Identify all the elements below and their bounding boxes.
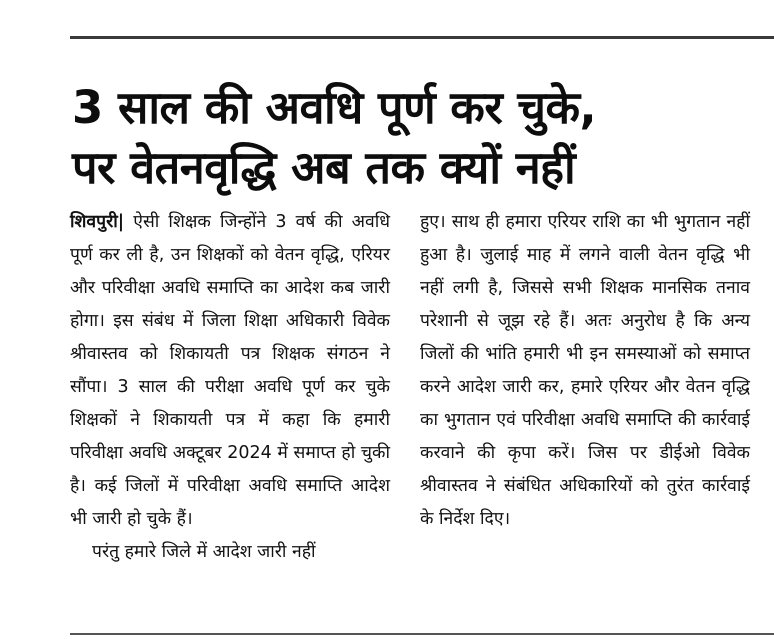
headline-line-2: पर वेतनवृद्धि अब तक क्यों नहीं [72,141,576,194]
bottom-rule [70,633,774,635]
article-paragraph: परंतु हमारे जिले में आदेश जारी नहीं [92,542,316,562]
paragraph-text: ऐसी शिक्षक जिन्होंने 3 वर्ष की अवधि पूर्ण कर ली है, उन शिक्षकों को वेतन वृद्धि, एरियर और परिवीक्षा अवधि समाप्ति का आदेश कब जारी होगा। इस संबंध में जिला शिक्षा अधिकारी विवेक श्रीवास्तव को शिकायती पत्र शिक्षक संगठन ने सौंपा। 3 साल की परीक्षा अवधि पूर्ण कर चुके शिक्षकों ने शिकायती पत्र में कहा कि हमारी परिवीक्षा अवधि अक्टूबर 2024 में समाप्त हो चुकी है। कई जिलों में परिवीक्षा अवधि समाप्ति आदेश भी जारी हो चुके हैं। [70,212,390,529]
headline [72,78,772,198]
headline-line-1: 3 साल की अवधि पूर्ण कर चुके, [72,81,597,134]
article-paragraph [70,206,390,536]
top-rule [70,36,774,39]
article-paragraph: हुए। साथ ही हमारा एरियर राशि का भी भुगतान नहीं हुआ है। जुलाई माह में लगने वाली वेतन वृद्धि भी नहीं लगी है, जिससे सभी शिक्षक मानसिक तनाव परेशानी से जूझ रहे हैं। अतः अनुरोध है कि अन्य जिलों की भांति हमारी भी इन समस्याओं को समाप्त करने आदेश जारी कर, हमारे एरियर और वेतन वृद्धि का भुगतान एवं परिवीक्षा अवधि समाप्ति की कार्रवाई करवाने की कृपा करें। जिस पर डीईओ विवेक श्रीवास्तव ने संबंधित अधिकारियों को तुरंत कार्रवाई के निर्देश दिए। [420,212,750,529]
article-column-left [70,206,390,569]
dateline: शिवपुरी| [70,212,125,232]
article-column-right [420,206,750,536]
